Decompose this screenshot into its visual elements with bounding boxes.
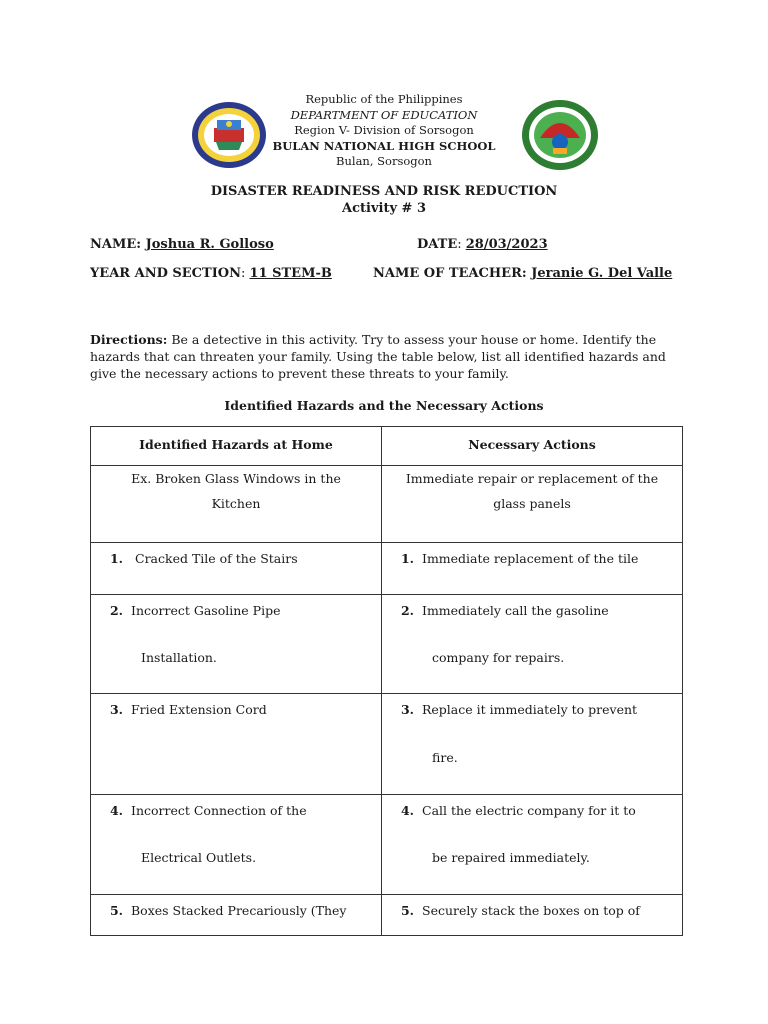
hazard-cell (91, 595, 382, 694)
header-line-region: Region V- Division of Sorsogon (294, 123, 474, 137)
header-line-school: BULAN NATIONAL HIGH SCHOOL (272, 138, 496, 153)
header-line-republic: Republic of the Philippines (305, 92, 463, 106)
teacher-label: NAME OF TEACHER: (373, 266, 527, 281)
action-cell (382, 795, 683, 895)
example-action-line2: glass panels (493, 496, 571, 511)
hazard-cell (91, 795, 382, 895)
row-number: 5. (109, 903, 123, 918)
column-header-actions: Necessary Actions (382, 427, 683, 466)
action-cell (382, 895, 683, 936)
row-number: 1. (400, 551, 414, 566)
row-number: 2. (109, 603, 123, 618)
directions-paragraph (90, 331, 680, 382)
hazard-cell (91, 694, 382, 795)
year-section-value: 11 STEM-B (249, 266, 332, 281)
table-row-example (91, 466, 683, 543)
date-field: DATE: 28/03/2023 (417, 237, 548, 252)
hazard-cell (91, 895, 382, 936)
action-text: Call the electric company for it to (422, 803, 636, 818)
example-action-line1: Immediate repair or replacement of the (405, 471, 659, 486)
action-text: Replace it immediately to prevent (422, 702, 638, 717)
row-number: 5. (400, 903, 414, 918)
action-text: Immediate replacement of the tile (422, 551, 639, 566)
column-header-hazards: Identified Hazards at Home (91, 427, 382, 466)
subject-title: DISASTER READINESS AND RISK REDUCTION (210, 184, 558, 199)
table-row (91, 543, 683, 595)
action-text-continued: company for repairs. (432, 650, 565, 665)
row-number: 2. (400, 603, 414, 618)
table-row (91, 694, 683, 795)
action-cell (382, 543, 683, 595)
teacher-value: Jeranie G. Del Valle (531, 266, 673, 281)
hazard-text: Incorrect Gasoline Pipe (131, 603, 281, 618)
action-text-continued: be repaired immediately. (432, 850, 590, 865)
activity-title: Activity # 3 (342, 201, 426, 216)
document-title (0, 183, 768, 217)
example-hazard-line1: Ex. Broken Glass Windows in the (131, 471, 341, 486)
year-section-field: YEAR AND SECTION: 11 STEM-B (90, 266, 332, 281)
action-text-continued: fire. (432, 750, 458, 765)
letterhead (0, 92, 768, 170)
hazard-text: Cracked Tile of the Stairs (135, 551, 298, 566)
directions-label: Directions: (90, 332, 168, 347)
action-text: Immediately call the gasoline (422, 603, 609, 618)
hazard-text-continued: Installation. (141, 650, 217, 665)
table-row (91, 795, 683, 895)
row-number: 1. (109, 551, 123, 566)
name-value: Joshua R. Golloso (145, 237, 274, 252)
table-row (91, 595, 683, 694)
example-hazard-cell (91, 466, 382, 543)
row-number: 4. (109, 803, 123, 818)
hazard-cell (91, 543, 382, 595)
date-label: DATE (417, 237, 458, 252)
hazard-text-continued: Electrical Outlets. (141, 850, 257, 865)
action-text: Securely stack the boxes on top of (422, 903, 640, 918)
row-number: 3. (400, 702, 414, 717)
date-value: 28/03/2023 (465, 237, 548, 252)
row-number: 4. (400, 803, 414, 818)
table-row (91, 895, 683, 936)
table-header-row (91, 427, 683, 466)
teacher-field (373, 266, 672, 281)
action-cell (382, 595, 683, 694)
header-line-location: Bulan, Sorsogon (336, 154, 432, 168)
row-number: 3. (109, 702, 123, 717)
hazard-text: Fried Extension Cord (131, 702, 267, 717)
hazard-text: Boxes Stacked Precariously (They (131, 903, 347, 918)
action-cell (382, 694, 683, 795)
name-label: NAME: (90, 237, 142, 252)
directions-text: Be a detective in this activity. Try to assess your house or home. Identify the hazards that can threaten your family. Using the table below, list all identified hazards and give the necessary actions to prevent these threats to your family. (90, 332, 666, 381)
hazard-text: Incorrect Connection of the (131, 803, 307, 818)
example-hazard-line2: Kitchen (211, 496, 261, 511)
year-section-label: YEAR AND SECTION (90, 266, 241, 281)
table-caption: Identified Hazards and the Necessary Actions (224, 398, 544, 413)
header-line-department: DEPARTMENT OF EDUCATION (290, 107, 478, 122)
hazards-table (90, 426, 683, 936)
name-field (90, 237, 274, 252)
example-action-cell (382, 466, 683, 543)
